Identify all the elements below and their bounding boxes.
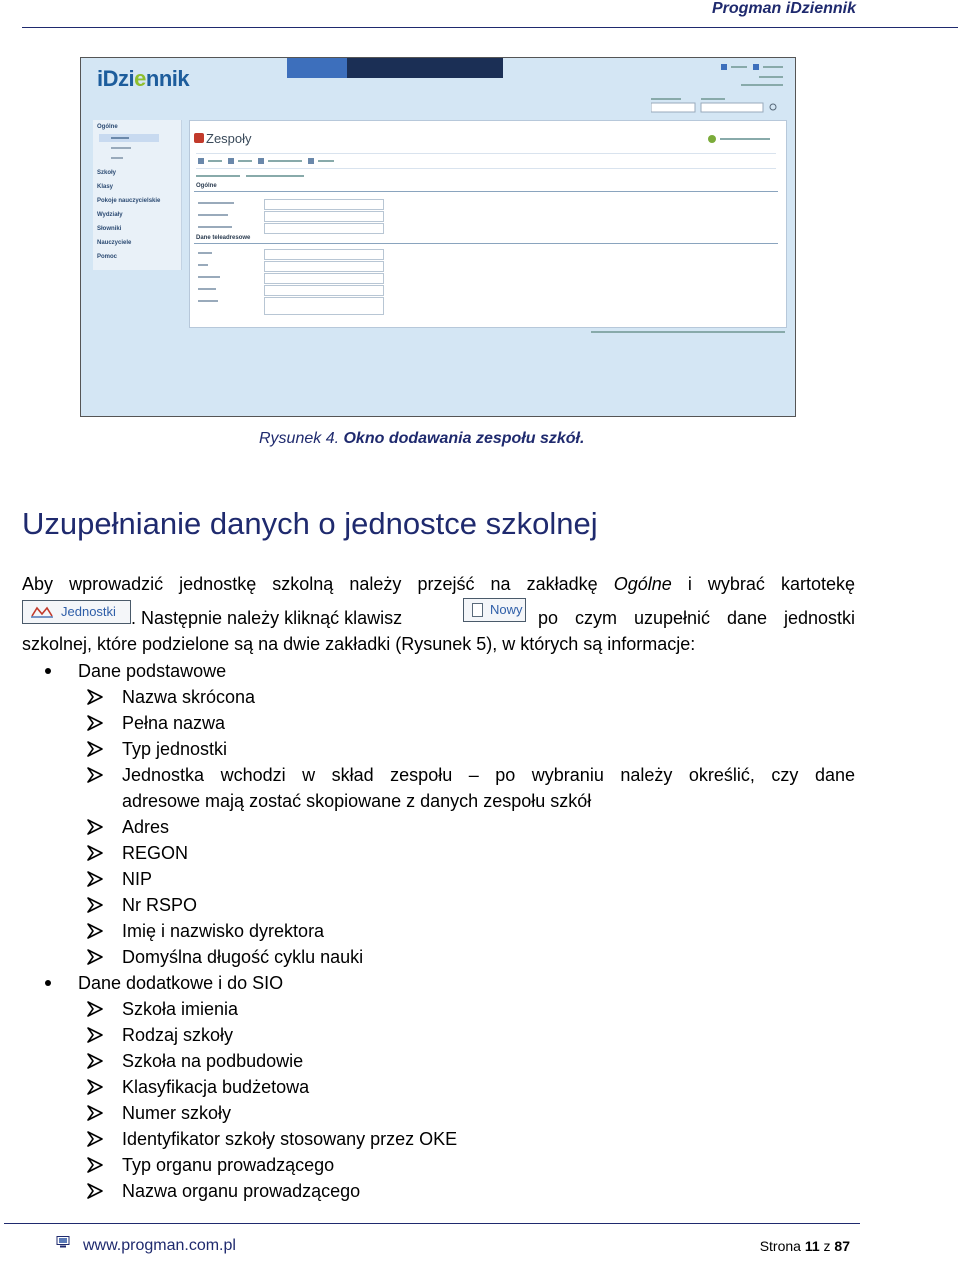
paragraph-text: i wybrać kartotekę (671, 574, 855, 594)
app-form-field (264, 297, 384, 315)
list-item: Jednostka wchodzi w skład zespołu – po wybraniu należy określić, czy dane (122, 765, 855, 785)
page-label: Strona (759, 1238, 801, 1254)
list-item: Nazwa skrócona (122, 687, 256, 707)
app-logo: iDziennik (97, 66, 190, 91)
arrow-bullet-icon (86, 736, 106, 762)
arrow-bullet-icon (86, 944, 106, 970)
paragraph-line-2b: po czym uzupełnić dane jednostki (538, 608, 855, 628)
app-form-section-rule (194, 191, 778, 192)
app-form-field (264, 223, 384, 234)
paragraph-emphasis: Ogólne (613, 574, 672, 594)
app-form-section-rule (194, 243, 778, 244)
app-footer-links (591, 330, 785, 334)
list-item-continuation: adresowe mają zostać skopiowane z danych zespołu szkół (122, 791, 592, 811)
arrow-bullet-icon (86, 918, 106, 944)
list-item: REGON (122, 843, 189, 863)
footer-rule (4, 1223, 860, 1224)
app-sidebar (93, 120, 182, 270)
figure-screenshot (80, 57, 796, 417)
app-form-field (264, 285, 384, 296)
list-group-title: Dane podstawowe (78, 661, 227, 681)
app-sidebar-item: Nauczyciele (97, 240, 132, 246)
list-item: Identyfikator szkoły stosowany przez OKE (122, 1129, 458, 1149)
app-form-field (264, 261, 384, 272)
arrow-bullet-icon (86, 1126, 106, 1152)
app-breadcrumb (196, 173, 316, 179)
list-group-title: Dane dodatkowe i do SIO (78, 973, 284, 993)
arrow-bullet-icon (86, 1048, 106, 1074)
list-item: Typ jednostki (122, 739, 228, 759)
list-item: Klasyfikacja budżetowa (122, 1077, 310, 1097)
app-form-section-title: Dane teleadresowe (196, 235, 251, 241)
app-panel-action (708, 135, 778, 145)
list-item: Rodzaj szkoły (122, 1025, 234, 1045)
app-sidebar-subitems (99, 134, 159, 166)
app-form-field (264, 211, 384, 222)
arrow-bullet-icon (86, 1178, 106, 1204)
team-icon (194, 133, 204, 143)
app-sidebar-item: Wydziały (97, 212, 123, 218)
app-toolbar-buttons (196, 154, 356, 168)
arrow-bullet-icon (86, 762, 106, 788)
arrow-bullet-icon (86, 1022, 106, 1048)
arrow-bullet-icon (86, 1074, 106, 1100)
header-rule (22, 27, 958, 28)
app-main-panel (189, 120, 787, 328)
app-form-field (264, 249, 384, 260)
header-title: Progman iDziennik (711, 0, 856, 17)
arrow-bullet-icon (86, 710, 106, 736)
app-top-navbar-active (287, 58, 347, 78)
app-sidebar-item: Klasy (97, 184, 114, 190)
jednostki-button-label: Jednostki (61, 604, 116, 619)
footer-page-number (760, 1238, 850, 1254)
paragraph-text: Aby wprowadzić jednostkę szkolną należy przejść na zakładkę (22, 574, 614, 594)
list-item: NIP (122, 869, 153, 889)
list-item: Nr RSPO (122, 895, 198, 915)
computer-icon (56, 1236, 70, 1248)
app-top-right-links (721, 62, 787, 90)
paragraph-line-2a: . Następnie należy kliknąć klawisz (131, 608, 403, 628)
arrow-bullet-icon (86, 814, 106, 840)
list-item: Pełna nazwa (122, 713, 226, 733)
list-item: Domyślna długość cyklu nauki (122, 947, 364, 967)
list-item: Typ organu prowadzącego (122, 1155, 335, 1175)
list-item: Nazwa organu prowadzącego (122, 1181, 361, 1201)
paragraph-line-1 (22, 571, 855, 597)
units-icon (31, 606, 53, 618)
arrow-bullet-icon (86, 1100, 106, 1126)
arrow-bullet-icon (86, 996, 106, 1022)
app-sidebar-item: Słowniki (97, 226, 122, 232)
arrow-bullet-icon (86, 684, 106, 710)
nowy-button-label: Nowy (490, 602, 523, 617)
app-sidebar-item: Pokoje nauczycielskie (97, 198, 161, 204)
arrow-bullet-icon (86, 840, 106, 866)
figure-caption (259, 430, 584, 448)
app-toolbar (196, 153, 776, 169)
page-current: 11 (804, 1238, 820, 1254)
app-sidebar-item: Szkoły (97, 170, 117, 176)
jednostki-button-image (22, 600, 131, 624)
app-sidebar-item: Ogólne (97, 124, 118, 130)
page-total: 87 (834, 1238, 850, 1254)
list-item: Adres (122, 817, 170, 837)
page-separator: z (823, 1238, 831, 1254)
arrow-bullet-icon (86, 1152, 106, 1178)
app-form-labels (198, 199, 258, 319)
app-form-field (264, 199, 384, 210)
list-item: Szkoła na podbudowie (122, 1051, 304, 1071)
new-document-icon (472, 603, 483, 617)
caption-text: Okno dodawania zespołu szkół. (343, 430, 585, 447)
list-item: Szkoła imienia (122, 999, 239, 1019)
app-form-section-title: Ogólne (196, 183, 217, 189)
arrow-bullet-icon (86, 892, 106, 918)
arrow-bullet-icon (86, 866, 106, 892)
app-filter-selects (651, 98, 781, 114)
app-sidebar-item: Pomoc (97, 254, 118, 260)
section-heading: Uzupełnianie danych o jednostce szkolnej (22, 506, 598, 541)
nowy-button-image (463, 598, 526, 622)
app-form-field (264, 273, 384, 284)
footer-url[interactable]: www.progman.com.pl (83, 1237, 236, 1254)
list-item: Imię i nazwisko dyrektora (122, 921, 325, 941)
app-panel-title: Zespoły (206, 131, 252, 146)
paragraph-line-3: szkolnej, które podzielone są na dwie zakładki (Rysunek 5), w których są informacje: (22, 634, 696, 654)
list-item: Numer szkoły (122, 1103, 232, 1123)
caption-prefix: Rysunek 4. (259, 430, 344, 447)
